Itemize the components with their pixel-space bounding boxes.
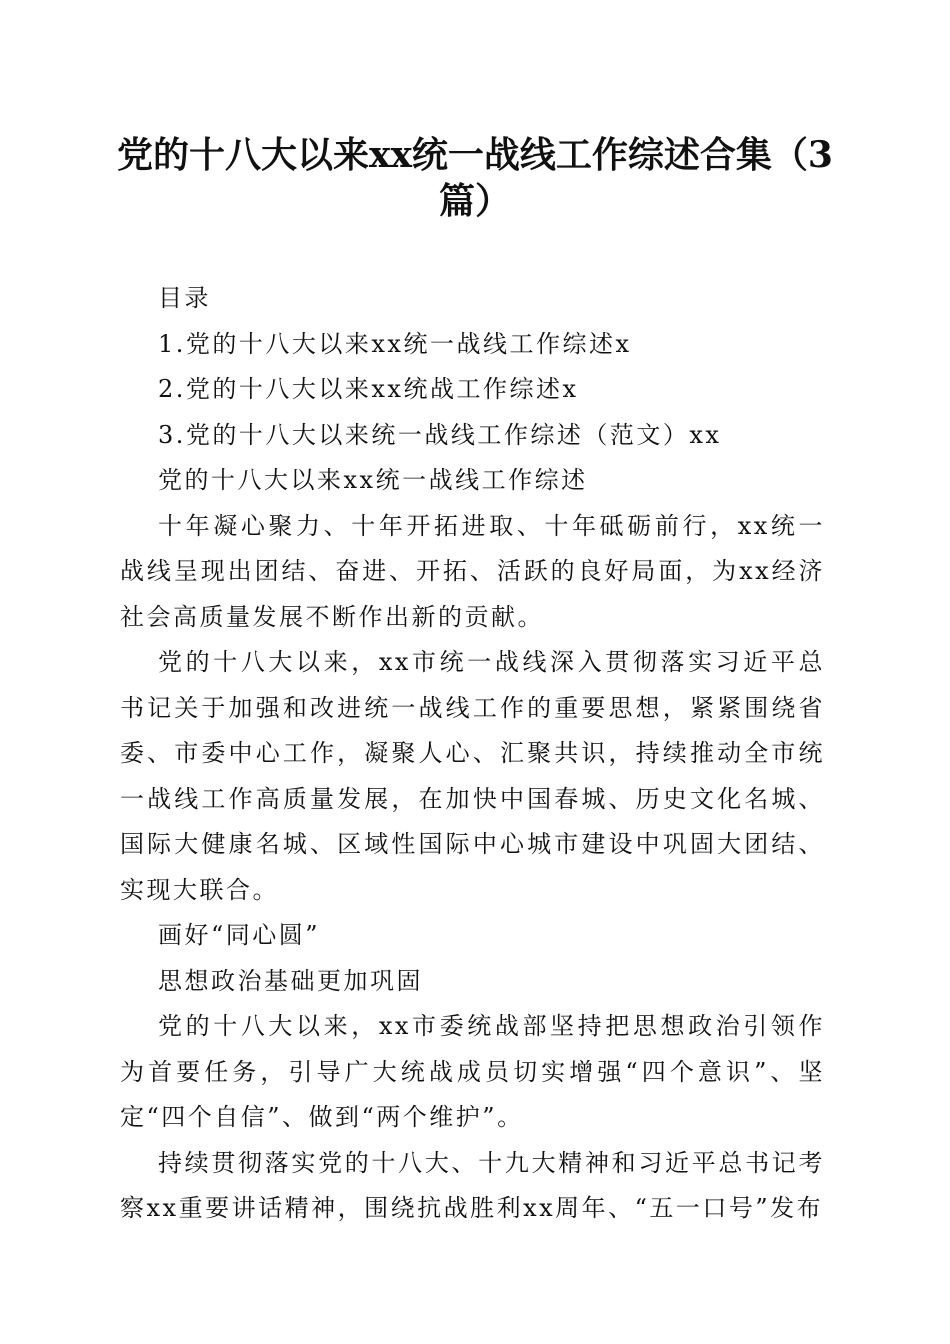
toc-item: 1.党的十八大以来xx统一战线工作综述x xyxy=(158,329,632,358)
toc-item: 2.党的十八大以来xx统战工作综述x xyxy=(158,375,579,403)
paragraph: 持续贯彻落实党的十八大、十九大精神和习近平总书记考察xx重要讲话精神，围绕抗战胜利xx周年、“五一口号”发布 xyxy=(120,1148,825,1222)
document-body xyxy=(120,276,825,1232)
section-title: 党的十八大以来xx统一战线工作综述 xyxy=(158,466,588,494)
paragraph: 党的十八大以来，xx市委统战部坚持把思想政治引领作为首要任务，引导广大统战成员切实增强“四个意识”、坚定“四个自信”、做到“两个维护”。 xyxy=(120,1012,825,1131)
paragraph: 十年凝心聚力、十年开拓进取、十年砥砺前行，xx统一战线呈现出团结、奋进、开拓、活跃的良好局面，为xx经济社会高质量发展不断作出新的贡献。 xyxy=(120,511,825,631)
subheading: 思想政治基础更加巩固 xyxy=(158,966,423,995)
toc-item: 3.党的十八大以来统一战线工作综述（范文）xx xyxy=(158,420,722,449)
subheading: 画好“同心圆” xyxy=(158,921,321,949)
document-title: 党的十八大以来xx统一战线工作综述合集（3篇） xyxy=(117,134,833,222)
toc-label: 目录 xyxy=(158,284,211,312)
paragraph: 党的十八大以来，xx市统一战线深入贯彻落实习近平总书记关于加强和改进统一战线工作的重要思想，紧紧围绕省委、市委中心工作，凝聚人心、汇聚共识，持续推动全市统一战线工作高质量发展，在加快中国春城、历史文化名城、国际大健康名城、区域性国际中心城市建设中巩固大团结、实现大联合。 xyxy=(120,648,825,904)
